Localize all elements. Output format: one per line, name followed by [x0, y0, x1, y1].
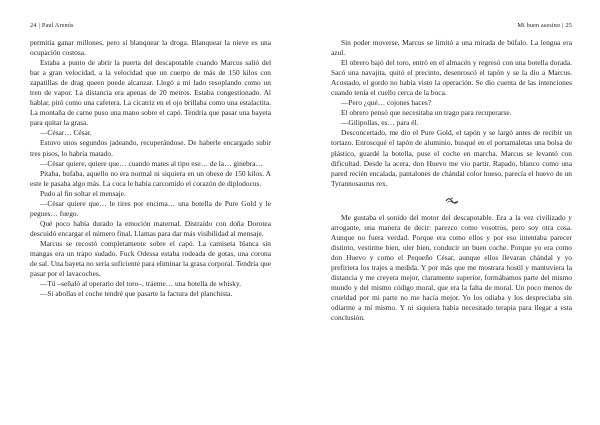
right-text-after-break: [331, 213, 572, 324]
paragraph: —César… César.: [40, 128, 92, 138]
paragraph: Estuvo unos segundos jadeando, recuperándose. De haberle encargado subir tres pisos, lo habría matado.: [30, 138, 271, 158]
right-page: [300, 0, 600, 425]
paragraph: Marcus se recostó completamente sobre el capó. La camiseta blanca sin mangas era un trapo sudado. Fuck Odessa estaba rodeada de gotas, una corona de sal. Una bayeta no sería suficiente para eliminar la grasa corporal. Tendría que pasar por el lavacoches.: [30, 238, 271, 279]
left-running-head: [30, 22, 74, 29]
section-break: [331, 189, 572, 213]
paragraph: —Gilipollas, es… para él.: [341, 118, 419, 128]
author-name: Paul Arenós: [41, 22, 74, 29]
right-running-head: [517, 22, 572, 29]
paragraph: Pitaba, bufaba, aquello no era normal ni siquiera en un obeso de 150 kilos. A este le pasaba algo más. La coca le había carcomido el corazón de diplodocus.: [30, 168, 271, 188]
paragraph: El obrero bajó del toro, entró en el almacén y regresó con una botella dorada. Sacó una navajita, quitó el precinto, desenroscó el tapón y se la dio a Marcus. Acostado, el gordo no había visto la operación. Se dio cuenta de las intenciones cuando tenía el cuello cerca de la boca.: [331, 58, 572, 98]
paragraph: Me gustaba el sonido del motor del descapotable. Era a la vez civilizado y arrogante, una manera de decir: parezco como vosotros, pero soy otra cosa. Aunque no fuera verdad. Porque era como ellos y por eso intentaba parecer distinto, vestirme bien, oler bien, conducir un buen coche. Porque yo era como don Huevo y como el Pequeño César, aunque ellos llevaran chándal y yo prefiriera los trajes a medida. Y por más que me mostrara hostil y mantuviera la distancia y me creyera mejor, claramente superior, formábamos parte del mismo mundo y del mismo código moral, que era la falta de moral. Un poco menos de crueldad por mi parte no me hacía mejor. Yo los odiaba y los despreciaba sin odiarme a mí mismo. Y ni siquiera había necesitado terapia para llegar a esta conclusión.: [331, 212, 572, 323]
paragraph: Desconcertado, me dio el Pure Gold, el tapón y se largó antes de recibir un tortazo. Enroscqué el tapón de aluminio, busqué en el portamaletas una bolsa de plástico, guardé la botella, puse el coche en marcha. Marcus se levantó con dificultad. Desde la acera, don Huevo me vio partir. Rapado, blanco como una pared recién encalada, pantalones de chándal color hueso, parecía el huevo de un Tyrannosaurus rex.: [331, 128, 572, 188]
paragraph: —César quiere, quiere que… cuando mates al tipo ese… de la… ginebra…: [40, 158, 263, 168]
paragraph: —Si abollas el coche tendré que pasarte la factura del planchista.: [40, 289, 233, 299]
left-text-block: [30, 38, 271, 299]
paragraph: —Tú –señaló al operario del toro–, tráeme… una botella de whisky.: [40, 279, 242, 289]
left-folio: 24: [30, 22, 37, 29]
section-break-ornament-icon: [445, 197, 459, 205]
paragraph: Qué poco había durado la emoción maternal. Distraído con doña Dorotea descuidó encargar el número final. Llamas para dar más visibilidad al mensaje.: [30, 218, 271, 238]
right-folio: 25: [565, 22, 572, 29]
right-text-before-break: [331, 38, 572, 189]
paragraph: Pudo al fin soltar el mensaje.: [40, 188, 126, 198]
paragraph: permitía ganar millones, pero sí blanquear la droga. Blanquear la nieve es una ocupación costosa.: [30, 38, 271, 58]
paragraph: El obrero pensó que necesitaba un trago para recuperarse.: [341, 108, 512, 118]
right-text-block: [331, 38, 572, 323]
paragraph: —Pero ¿qué… cojones haces?: [341, 98, 432, 108]
paragraph: —César quiere que… le tires por encima… una botella de Pure Gold y le pegues… fuego.: [30, 198, 271, 218]
paragraph: Sin poder moverse, Marcus se limitó a una mirada de búfalo. La lengua era azul.: [331, 38, 572, 58]
paragraph: Estaba a punto de abrir la puerta del descapotable cuando Marcus salió del bar a gran velocidad, a la velocidad que un cuerpo de más de 150 kilos con zapatillas de drag queen puede alcanzar. Llegó a mi lado resoplando como un tren de vapor. La distancia era apenas de 20 metros. Estaba congestionado. Al hablar, pitó como una cafetera. La cicatriz en el ojo brillaba como una estalactita. La montaña de carne puso una mano sobre el capó. Tendría que pasar una bayeta para quitar la grasa.: [30, 58, 271, 128]
left-head-separator: |: [38, 22, 40, 29]
right-head-separator: |: [562, 22, 564, 29]
book-title: Mi buen asesino: [517, 22, 561, 29]
